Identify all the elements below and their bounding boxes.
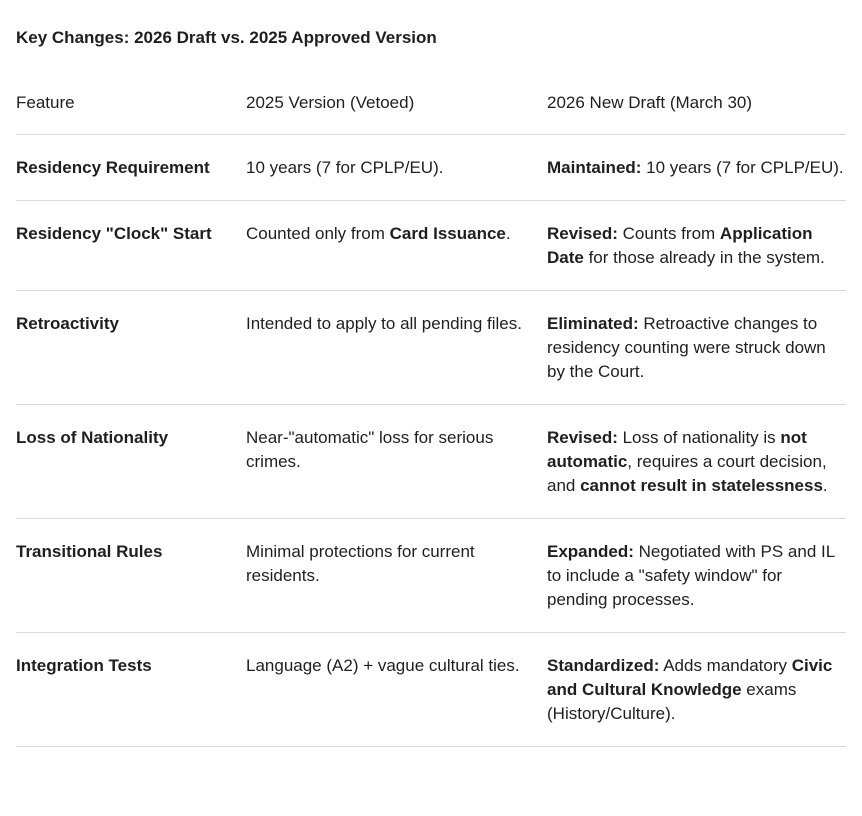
text-segment: , requires a court decision, and xyxy=(547,452,827,495)
text-segment: Retroactive changes to residency counting were struck down by the Court. xyxy=(547,314,826,381)
bold-text-segment: Revised: xyxy=(547,428,618,447)
bold-text-segment: Maintained: xyxy=(547,158,642,177)
text-segment: Adds mandatory xyxy=(659,656,792,675)
table-header-row xyxy=(16,80,846,135)
column-header-feature: Feature xyxy=(16,93,75,112)
text-segment: Minimal protections for current residents. xyxy=(246,542,475,585)
table-row xyxy=(16,405,846,519)
draft-2026-cell xyxy=(547,312,846,384)
bold-text-segment: Expanded: xyxy=(547,542,634,561)
version-2025-cell xyxy=(246,222,547,270)
bold-text-segment: not automatic xyxy=(547,428,807,471)
page-title: Key Changes: 2026 Draft vs. 2025 Approved Version xyxy=(16,28,437,47)
text-segment: Near-"automatic" loss for serious crimes. xyxy=(246,428,494,471)
text-segment: Counted only from xyxy=(246,224,390,243)
table-row xyxy=(16,633,846,747)
version-2025-cell xyxy=(246,312,547,384)
bold-text-segment: Civic and Cultural Knowledge xyxy=(547,656,833,699)
draft-2026-cell xyxy=(547,654,846,726)
draft-2026-cell xyxy=(547,540,846,612)
version-2025-cell xyxy=(246,654,547,726)
table-row xyxy=(16,135,846,201)
feature-cell: Integration Tests xyxy=(16,656,152,675)
text-segment: for those already in the system. xyxy=(583,248,825,267)
table-row xyxy=(16,201,846,291)
bold-text-segment: Standardized: xyxy=(547,656,660,675)
feature-cell: Loss of Nationality xyxy=(16,428,169,447)
text-segment: 10 years (7 for CPLP/EU). xyxy=(246,158,444,177)
bold-text-segment: Eliminated: xyxy=(547,314,639,333)
draft-2026-cell xyxy=(547,426,846,498)
text-segment: Loss of nationality is xyxy=(617,428,781,447)
version-2025-cell xyxy=(246,156,547,180)
column-header-2026-draft: 2026 New Draft (March 30) xyxy=(547,93,753,112)
feature-cell: Retroactivity xyxy=(16,314,119,333)
text-segment: Negotiated with PS and IL to include a "safety window" for pending processes. xyxy=(547,542,835,609)
text-segment: Language (A2) + vague cultural ties. xyxy=(246,656,520,675)
bold-text-segment: Card Issuance xyxy=(389,224,506,243)
text-segment: Intended to apply to all pending files. xyxy=(246,314,522,333)
version-2025-cell xyxy=(246,540,547,612)
text-segment: . xyxy=(822,476,828,495)
text-segment: Counts from xyxy=(617,224,720,243)
text-segment: . xyxy=(505,224,511,243)
draft-2026-cell xyxy=(547,156,846,180)
bold-text-segment: Revised: xyxy=(547,224,618,243)
comparison-table xyxy=(16,80,846,747)
feature-cell: Transitional Rules xyxy=(16,542,163,561)
bold-text-segment: Application Date xyxy=(547,224,813,267)
table-row xyxy=(16,519,846,633)
feature-cell: Residency "Clock" Start xyxy=(16,224,212,243)
bold-text-segment: cannot result in statelessness xyxy=(580,476,823,495)
table-row xyxy=(16,291,846,405)
feature-cell: Residency Requirement xyxy=(16,158,210,177)
text-segment: 10 years (7 for CPLP/EU). xyxy=(641,158,844,177)
text-segment: exams (History/Culture). xyxy=(547,680,797,723)
table-body xyxy=(16,135,846,747)
draft-2026-cell xyxy=(547,222,846,270)
column-header-2025-version: 2025 Version (Vetoed) xyxy=(246,93,415,112)
version-2025-cell xyxy=(246,426,547,498)
